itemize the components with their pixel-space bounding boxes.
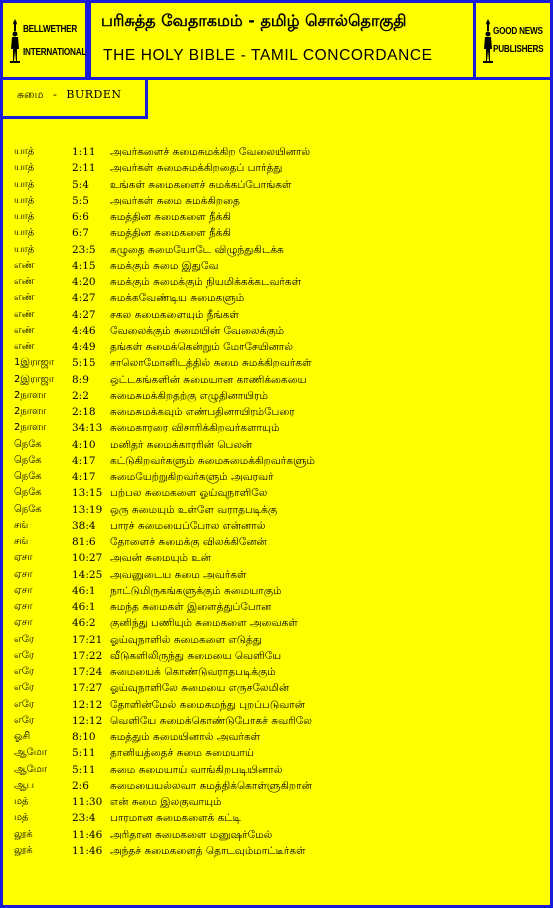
entry-book: எண் (14, 308, 35, 320)
entry-text: ஒரு சுமையும் உள்ளே வராதபடிக்கு (110, 503, 278, 516)
entry-text: தங்கள் சுமைக்கென்றும் மோசேயினால் (110, 341, 293, 353)
list-item (14, 764, 544, 780)
entry-reference: 46:1 (72, 601, 96, 613)
entry-book: ஆமோ (14, 763, 48, 775)
list-item (14, 487, 544, 503)
entry-book: 2நாளா (14, 389, 47, 401)
entry-reference: 34:13 (72, 422, 103, 435)
entry-reference: 1:11 (72, 146, 96, 158)
list-item (14, 552, 544, 568)
entry-reference: 4:49 (72, 341, 96, 353)
topic-box (0, 77, 148, 119)
entry-reference: 17:24 (72, 666, 103, 678)
list-item (14, 195, 544, 211)
entry-book: மத் (14, 812, 29, 824)
entry-book: நெகே (14, 471, 42, 482)
entry-text: அந்தச் சுமைகளைத் தொடவும்மாட்டீர்கள் (110, 844, 306, 857)
entry-text: ஒட்டகங்களின் சுமையான காணிக்கையை (110, 373, 307, 386)
bellwether-logo-box (0, 0, 88, 80)
list-item (14, 276, 544, 292)
entry-book: யாத் (14, 243, 35, 255)
entry-text: கட்டுகிறவர்களும் சுமைசுமைக்கிறவர்களும் (110, 454, 315, 467)
list-item (14, 829, 544, 845)
entry-reference: 17:27 (72, 682, 103, 695)
entry-text: சுமைசுமக்கிறதற்கு எழுதினாயிரம் (110, 389, 268, 402)
list-item (14, 585, 544, 601)
entry-text: சுமத்தும் சுமையினால் அவர்கள் (110, 731, 261, 743)
logo-line-2: INTERNATIONAL (23, 47, 87, 58)
entry-text: சாலொமோனிடத்தில் சுமை சுமக்கிறவர்கள் (110, 357, 312, 370)
entry-reference: 4:10 (72, 438, 96, 451)
entry-text: வெளியே சுமைக்கொண்டுபோகச் சுவரிலே (110, 714, 312, 727)
list-item (14, 211, 544, 227)
list-item (14, 650, 544, 666)
entry-book: லூக் (14, 844, 33, 856)
list-item (14, 780, 544, 796)
list-item (14, 162, 544, 178)
topic-label (17, 88, 122, 103)
entry-book: எரே (14, 649, 35, 661)
entry-text: அவன் சுமையும் உன் (110, 552, 211, 565)
entry-reference: 2:11 (72, 162, 96, 175)
entry-book: நெகே (14, 503, 42, 515)
entry-text: நாட்டுமிருகங்களுக்கும் சுமையாகும் (110, 584, 282, 597)
entry-text: அவர்களைச் சுமைசுமக்கிற வேலையினால் (110, 146, 311, 158)
entry-reference: 5:5 (72, 194, 89, 207)
entry-text: சுமத்தின சுமைகளை நீக்கி (110, 227, 232, 240)
entry-book: லூக் (14, 828, 33, 840)
entry-text: அவனுடைய சுமை அவர்கள் (110, 568, 247, 581)
entry-book: சங் (14, 536, 29, 547)
entry-book: ஆப (14, 779, 35, 791)
list-item (14, 682, 544, 698)
list-item (14, 406, 544, 422)
list-item (14, 617, 544, 633)
topic-tamil: சுமை (17, 88, 44, 101)
entry-book: ஏசா (14, 601, 33, 612)
list-item (14, 471, 544, 487)
entry-reference: 11:46 (72, 844, 103, 857)
entry-text: சுமக்கவேண்டிய சுமைகளும் (110, 292, 245, 305)
entry-reference: 17:21 (72, 633, 103, 646)
entry-reference: 13:15 (72, 487, 103, 500)
entry-reference: 23:4 (72, 812, 96, 825)
entry-text: மனிதர் சுமைக்காரரின் பெலன் (110, 438, 253, 451)
entry-book: எண் (14, 324, 35, 336)
entry-book: ஏசா (14, 617, 33, 629)
list-item (14, 520, 544, 536)
logo-line-2: PUBLISHERS (493, 44, 544, 55)
entry-reference: 6:6 (72, 211, 89, 223)
entry-reference: 46:2 (72, 617, 96, 630)
entry-reference: 4:17 (72, 454, 96, 467)
entry-book: நெகே (14, 454, 42, 466)
entry-reference: 12:12 (72, 714, 103, 727)
entry-reference: 2:6 (72, 779, 89, 792)
list-item (14, 309, 544, 325)
entry-book: யாத் (14, 146, 35, 157)
entry-text: சுமத்தின சுமைகளை நீக்கி (110, 211, 232, 223)
entry-book: எரே (14, 714, 35, 726)
logo-line-1: BELLWETHER (23, 24, 78, 35)
entry-book: 1இராஜா (14, 357, 55, 369)
logo-line-1: GOOD NEWS (493, 26, 543, 37)
entry-book: ஏசா (14, 552, 33, 564)
entry-reference: 6:7 (72, 227, 89, 240)
list-item (14, 796, 544, 812)
entry-text: ஓய்வுநாளிலே சுமையை எருசலேமின் (110, 682, 290, 695)
list-item (14, 666, 544, 682)
entry-book: 2இராஜா (14, 373, 55, 385)
entry-text: சுமக்கும் சுமைக்கும் நியமிக்கக்கடவர்கள் (110, 276, 302, 288)
list-item (14, 146, 544, 162)
entry-book: எண் (14, 259, 35, 271)
entry-text: உங்கள் சுமைகளைச் சுமக்கப்போங்கள் (110, 178, 292, 191)
entry-reference: 2:18 (72, 406, 96, 418)
entry-book: யாத் (14, 194, 35, 206)
list-item (14, 699, 544, 715)
entry-text: பற்பல சுமைகளை ஓய்வுநாளிலே (110, 487, 268, 500)
entry-reference: 81:6 (72, 536, 96, 548)
torch-bearer-icon (9, 19, 21, 63)
entry-text: தோளைச் சுமைக்கு விலக்கினேன் (110, 536, 267, 548)
entry-book: சங் (14, 519, 29, 531)
entry-text: வீடுகளிலிருந்து சுமையை வெளியே (110, 649, 282, 662)
entry-text: அவர்கள் சுமை சுமக்கிறதை (110, 194, 240, 207)
entry-book: யாத் (14, 162, 35, 174)
title-box (88, 0, 476, 80)
list-item (14, 439, 544, 455)
entry-reference: 14:25 (72, 568, 103, 581)
list-item (14, 227, 544, 243)
topic-separator: - (52, 88, 57, 101)
list-item (14, 325, 544, 341)
entry-reference: 17:22 (72, 649, 103, 662)
list-item (14, 536, 544, 552)
entry-book: ஏசா (14, 568, 33, 580)
good-news-logo-box (473, 0, 553, 80)
entry-reference: 13:19 (72, 503, 103, 516)
list-item (14, 812, 544, 828)
entry-book: எண் (14, 292, 35, 304)
entry-text: சுமக்கும் சுமை இதுவே (110, 259, 219, 272)
entry-reference: 5:15 (72, 357, 96, 370)
concordance-list (14, 146, 544, 861)
entry-text: பாரச் சுமையைப்போல என்னால் (110, 519, 266, 532)
entry-reference: 4:46 (72, 324, 96, 337)
list-item (14, 634, 544, 650)
entry-book: எரே (14, 682, 35, 694)
entry-reference: 4:17 (72, 471, 96, 483)
list-item (14, 747, 544, 763)
page-title-english: THE HOLY BIBLE - TAMIL CONCORDANCE (103, 47, 433, 64)
list-item (14, 504, 544, 520)
entry-reference: 10:27 (72, 552, 103, 565)
entry-text: சுமையைக் கொண்டுவராதபடிக்கும் (110, 666, 276, 678)
entry-text: வேலைக்கும் சுமையின் வேலைக்கும் (110, 324, 285, 337)
entry-book: நெகே (14, 438, 42, 450)
entry-reference: 5:4 (72, 178, 89, 191)
entry-reference: 23:5 (72, 243, 96, 256)
entry-text: குனிந்து பணியும் சுமைகளை அவைகள் (110, 617, 298, 630)
list-item (14, 422, 544, 438)
entry-text: சகல சுமைகளையும் நீங்கள் (110, 308, 239, 321)
entry-book: நெகே (14, 487, 42, 499)
entry-reference: 8:9 (72, 373, 89, 386)
entry-book: 2நாளா (14, 406, 47, 417)
entry-book: எரே (14, 698, 35, 710)
entry-text: அவர்கள் சுமைசுமக்கிறதைப் பார்த்து (110, 162, 283, 175)
entry-text: கழுதை சுமையோடே விழுந்துகிடக்க (110, 243, 284, 256)
list-item (14, 260, 544, 276)
entry-book: ஏசா (14, 584, 33, 596)
entry-reference: 4:20 (72, 276, 96, 288)
entry-book: எண் (14, 341, 35, 352)
list-item (14, 341, 544, 357)
list-item (14, 569, 544, 585)
entry-text: ஓய்வுநாளில் சுமைகளை எடுத்து (110, 633, 262, 646)
list-item (14, 292, 544, 308)
entry-book: யாத் (14, 178, 35, 190)
list-item (14, 357, 544, 373)
entry-book: மத் (14, 796, 29, 807)
entry-reference: 11:46 (72, 828, 103, 841)
entry-reference: 4:15 (72, 259, 96, 272)
entry-text: சுமையேற்றுகிறவர்களும் அவரவர் (110, 471, 274, 483)
entry-text: சுமை சுமையாய் வாங்கிறபடியினால் (110, 763, 283, 776)
list-item (14, 179, 544, 195)
entry-text: சுமையையல்லவா சுமத்திக்கொள்ளுகிறான் (110, 779, 312, 792)
entry-book: எரே (14, 633, 35, 645)
entry-reference: 38:4 (72, 519, 96, 532)
entry-book: ஆமோ (14, 747, 48, 759)
list-item (14, 715, 544, 731)
entry-text: அரிதான சுமைகளை மனுஷர்மேல் (110, 828, 273, 841)
entry-book: யாத் (14, 211, 35, 222)
entry-reference: 11:30 (72, 796, 103, 808)
entry-text: தானியத்தைச் சுமை சுமையாய் (110, 747, 254, 760)
entry-book: ஓசி (14, 731, 31, 742)
entry-reference: 4:27 (72, 308, 96, 321)
list-item (14, 455, 544, 471)
list-item (14, 390, 544, 406)
entry-reference: 12:12 (72, 698, 103, 711)
list-item (14, 244, 544, 260)
entry-reference: 2:2 (72, 389, 89, 402)
entry-reference: 4:27 (72, 292, 96, 305)
entry-text: தோளின்மேல் சுமைசுமந்து புறப்படுவான் (110, 698, 305, 711)
entry-text: பாரமான சுமைகளைக் கட்டி (110, 812, 242, 825)
entry-book: எண் (14, 276, 35, 287)
entry-text: சுமைசுமக்கவும் எண்பதினாயிரம்பேரை (110, 406, 295, 418)
list-item (14, 731, 544, 747)
entry-book: எரே (14, 666, 35, 677)
list-item (14, 845, 544, 861)
entry-book: 2நாளா (14, 422, 47, 434)
entry-reference: 5:11 (72, 747, 96, 760)
entry-text: என் சுமை இலகுவாயும் (110, 796, 222, 808)
entry-text: சுமந்த சுமைகள் இளைத்துப்போன (110, 601, 272, 613)
entry-text: சுமைகாரரை விசாரிக்கிறவர்களாயும் (110, 422, 280, 435)
page-title-tamil: பரிசுத்த வேதாகமம் - தமிழ் சொல்தொகுதி (101, 11, 407, 30)
topic-english: BURDEN (66, 88, 122, 101)
entry-reference: 8:10 (72, 731, 96, 743)
entry-reference: 5:11 (72, 763, 96, 776)
list-item (14, 601, 544, 617)
entry-reference: 46:1 (72, 584, 96, 597)
entry-book: யாத் (14, 227, 35, 239)
list-item (14, 374, 544, 390)
